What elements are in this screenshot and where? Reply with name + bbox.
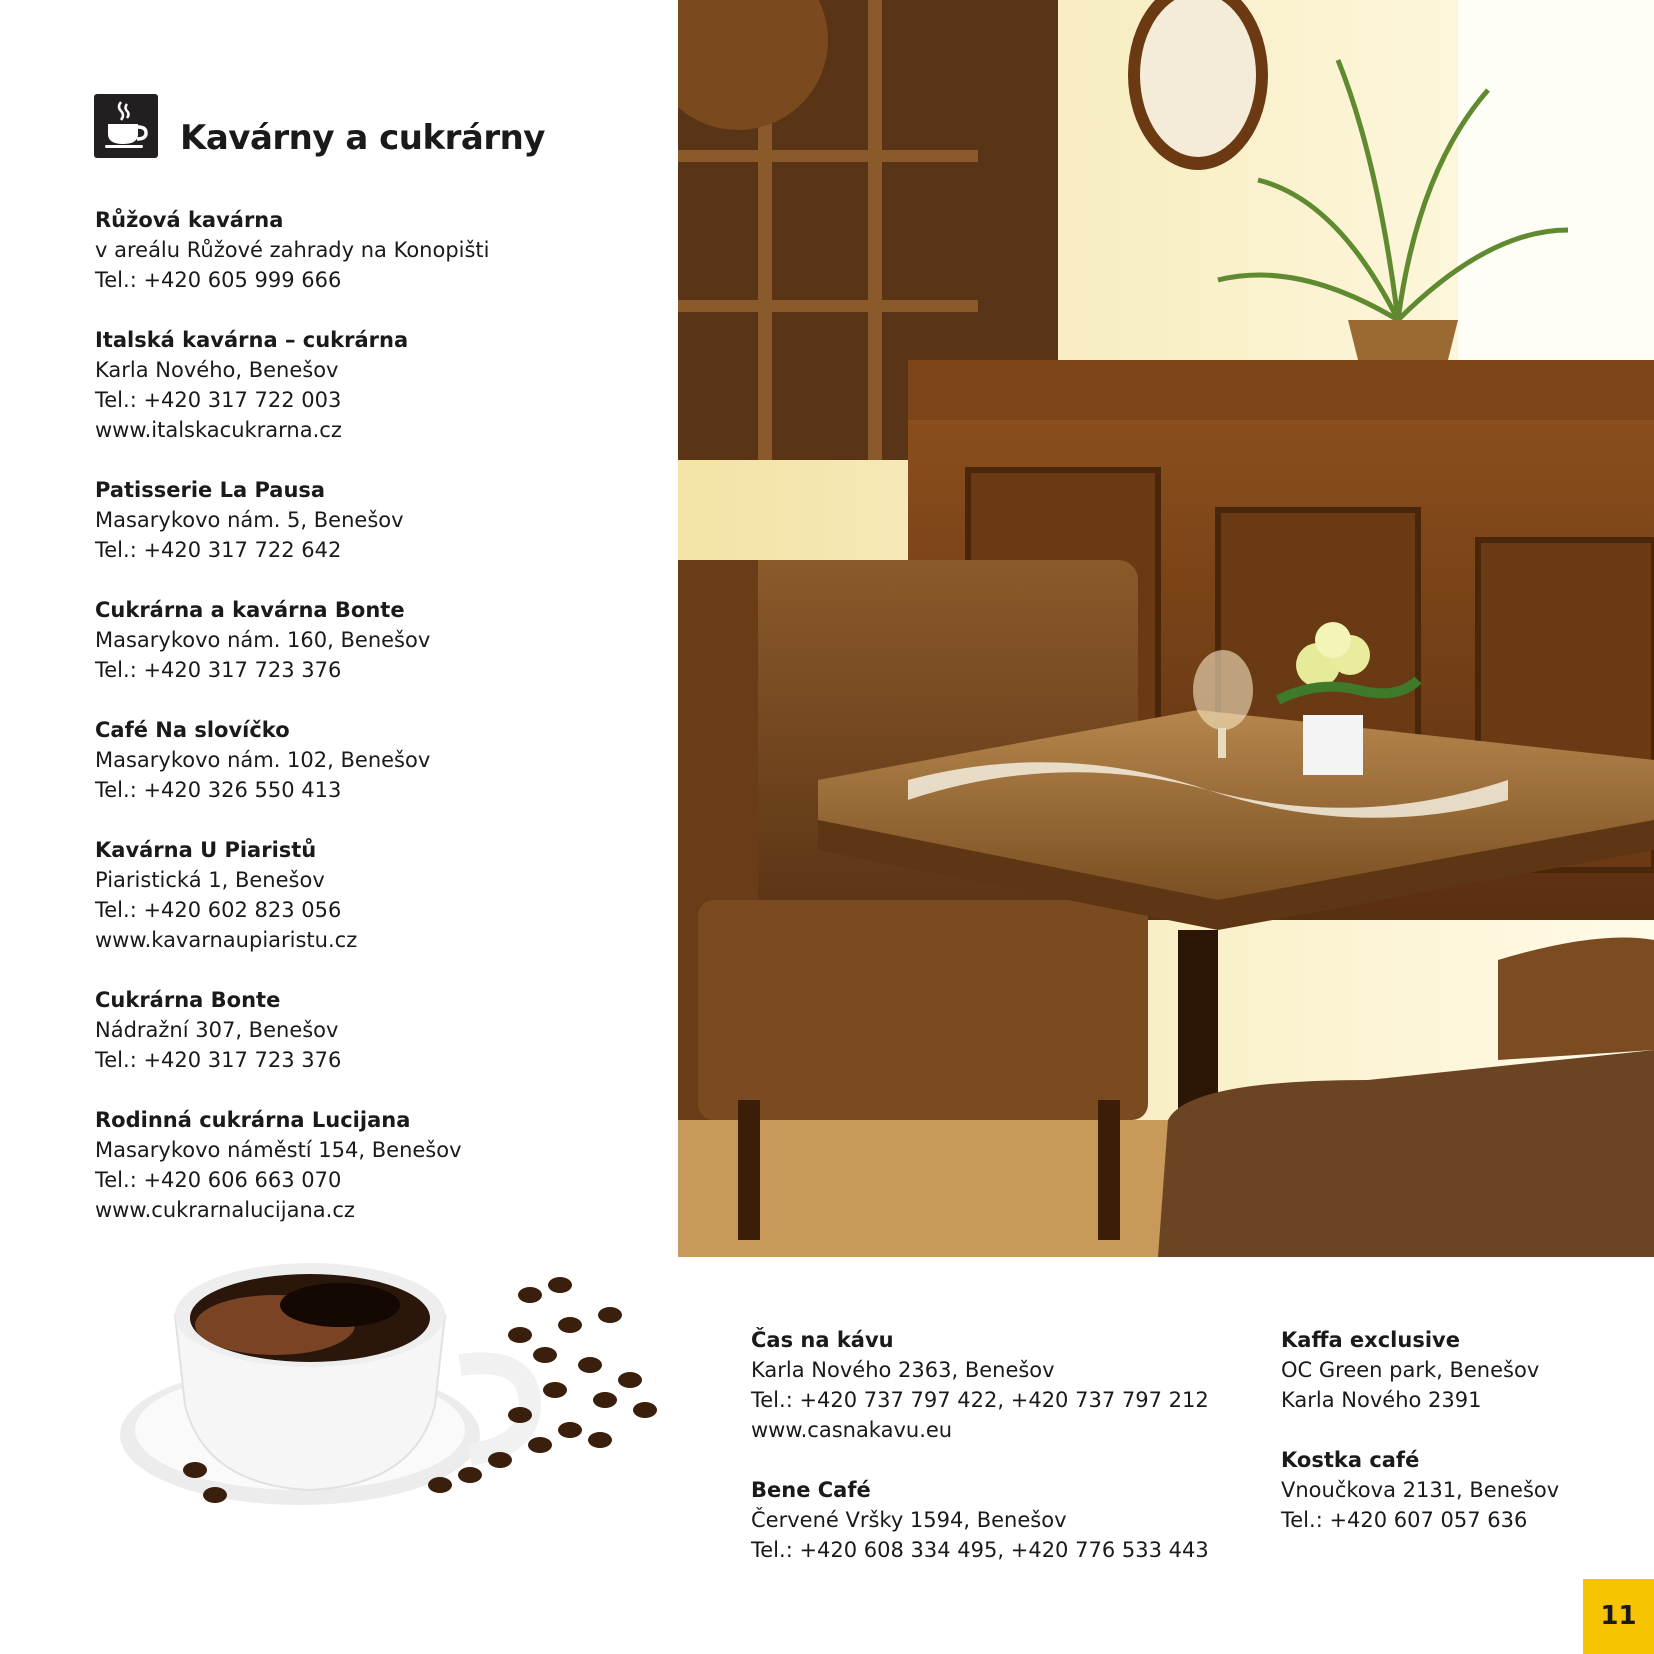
business-name: Cukrárna a kavárna Bonte <box>95 598 405 622</box>
listing-left-column <box>95 205 655 1255</box>
listing-middle-column <box>751 1325 1271 1595</box>
address: Karla Nového, Benešov <box>95 358 339 382</box>
address: v areálu Růžové zahrady na Konopišti <box>95 238 490 262</box>
list-item <box>95 475 655 565</box>
website-link[interactable]: www.casnakavu.eu <box>751 1418 953 1442</box>
page-number-badge <box>1583 1579 1654 1654</box>
list-item <box>1281 1445 1621 1535</box>
list-item <box>751 1325 1271 1445</box>
business-name: Rodinná cukrárna Lucijana <box>95 1108 411 1132</box>
list-item <box>95 205 655 295</box>
address: Nádražní 307, Benešov <box>95 1018 339 1042</box>
list-item <box>95 985 655 1075</box>
coffee-cup-icon <box>94 94 158 158</box>
phone: Tel.: +420 317 722 003 <box>95 388 342 412</box>
list-item <box>95 835 655 955</box>
phone: Tel.: +420 737 797 422, +420 737 797 212 <box>751 1388 1209 1412</box>
business-name: Kostka café <box>1281 1448 1420 1472</box>
coffee-cup-illustration <box>100 1255 660 1525</box>
business-name: Italská kavárna – cukrárna <box>95 328 409 352</box>
phone: Tel.: +420 608 334 495, +420 776 533 443 <box>751 1538 1209 1562</box>
website-link[interactable]: www.italskacukrarna.cz <box>95 418 342 442</box>
business-name: Bene Café <box>751 1478 871 1502</box>
phone: Tel.: +420 326 550 413 <box>95 778 342 802</box>
cafe-interior-photo <box>678 0 1654 1257</box>
website-link[interactable]: www.cukrarnalucijana.cz <box>95 1198 355 1222</box>
phone: Tel.: +420 607 057 636 <box>1281 1508 1528 1532</box>
page-number: 11 <box>1600 1601 1637 1631</box>
phone: Tel.: +420 602 823 056 <box>95 898 342 922</box>
address: Karla Nového 2391 <box>1281 1388 1482 1412</box>
website-link[interactable]: www.kavarnaupiaristu.cz <box>95 928 358 952</box>
business-name: Kavárna U Piaristů <box>95 838 317 862</box>
phone: Tel.: +420 317 722 642 <box>95 538 342 562</box>
address: Karla Nového 2363, Benešov <box>751 1358 1055 1382</box>
business-name: Patisserie La Pausa <box>95 478 326 502</box>
business-name: Růžová kavárna <box>95 208 284 232</box>
phone: Tel.: +420 317 723 376 <box>95 658 342 682</box>
page-title: Kavárny a cukrárny <box>180 118 545 158</box>
address: Masarykovo náměstí 154, Benešov <box>95 1138 462 1162</box>
list-item <box>95 715 655 805</box>
list-item <box>95 1105 655 1225</box>
business-name: Cukrárna Bonte <box>95 988 281 1012</box>
business-name: Čas na kávu <box>751 1328 894 1352</box>
phone: Tel.: +420 317 723 376 <box>95 1048 342 1072</box>
address: Vnoučkova 2131, Benešov <box>1281 1478 1560 1502</box>
business-name: Café Na slovíčko <box>95 718 290 742</box>
listing-right-column <box>1281 1325 1621 1565</box>
phone: Tel.: +420 605 999 666 <box>95 268 342 292</box>
address: OC Green park, Benešov <box>1281 1358 1540 1382</box>
business-name: Kaffa exclusive <box>1281 1328 1460 1352</box>
address: Masarykovo nám. 5, Benešov <box>95 508 404 532</box>
address: Piaristická 1, Benešov <box>95 868 325 892</box>
list-item <box>751 1475 1271 1565</box>
list-item <box>1281 1325 1621 1415</box>
address: Masarykovo nám. 160, Benešov <box>95 628 431 652</box>
phone: Tel.: +420 606 663 070 <box>95 1168 342 1192</box>
address: Masarykovo nám. 102, Benešov <box>95 748 431 772</box>
list-item <box>95 325 655 445</box>
list-item <box>95 595 655 685</box>
address: Červené Vršky 1594, Benešov <box>751 1508 1067 1532</box>
